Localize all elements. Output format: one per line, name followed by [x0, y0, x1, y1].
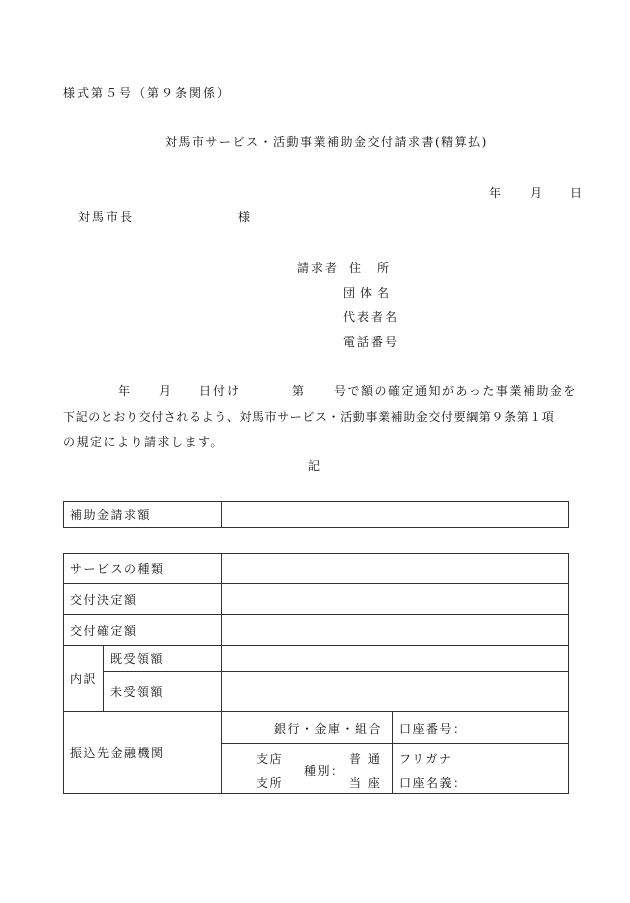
body-dated: 日付け: [199, 384, 242, 398]
requester-phone: 電話番号: [343, 335, 400, 349]
branch-label-1: 支店: [256, 752, 284, 766]
requester-rep-name: 代表者名: [343, 310, 400, 324]
branch-label-2: 支所: [256, 776, 284, 790]
requester-org-name: 団体名: [343, 286, 395, 300]
received-amount-value[interactable]: [222, 646, 569, 672]
account-name-label: 口座名義：: [399, 776, 467, 790]
addressee-name: 対馬市長: [78, 210, 135, 224]
furigana-label: フリガナ: [399, 752, 453, 766]
confirmed-amount-label: 交付確定額: [64, 615, 222, 646]
bank-details-cell: [222, 712, 569, 794]
account-kind-normal: 普 通: [349, 752, 382, 766]
body-month: 月: [159, 384, 172, 398]
account-kind-current: 当 座: [349, 776, 382, 790]
date-year: 年: [489, 186, 502, 200]
decided-amount-value[interactable]: [222, 584, 569, 615]
requester-label: 請求者: [297, 261, 340, 275]
date-month: 月: [530, 186, 543, 200]
body-year: 年: [118, 384, 131, 398]
bank-types: 銀行・金庫・組合: [274, 722, 383, 736]
body-line3: の規定により請求します。: [63, 435, 225, 449]
account-kind-label: 種別：: [304, 764, 345, 778]
unreceived-amount-label: 未受領額: [104, 672, 222, 712]
body-line2: 下記のとおり交付されるよう、対馬市サービス・活動事業補助金交付要綱第９条第１項: [63, 410, 555, 424]
claim-amount-value[interactable]: [222, 502, 569, 528]
body-number-prefix: 第: [292, 384, 305, 398]
bank-label: 振込先金融機関: [64, 712, 222, 794]
claim-table: [63, 501, 569, 528]
breakdown-label: 内訳: [64, 646, 104, 712]
account-number-label: 口座番号：: [399, 722, 467, 736]
claim-amount-label: 補助金請求額: [64, 502, 222, 528]
form-number: 様式第５号（第９条関係）: [63, 86, 232, 100]
confirmed-amount-value[interactable]: [222, 615, 569, 646]
details-table: [63, 553, 569, 794]
received-amount-label: 既受領額: [104, 646, 222, 672]
date-day: 日: [570, 186, 583, 200]
service-type-label: サービスの種類: [64, 554, 222, 584]
document-title: 対馬市サービス・活動事業補助金交付請求書(精算払): [165, 135, 488, 149]
body-line1: 号で額の確定通知があった事業補助金を: [334, 384, 577, 398]
unreceived-amount-value[interactable]: [222, 672, 569, 712]
service-type-value[interactable]: [222, 554, 569, 584]
requester-address: 住 所: [349, 261, 392, 275]
ki-label: 記: [308, 459, 321, 473]
decided-amount-label: 交付決定額: [64, 584, 222, 615]
addressee-honorific: 様: [238, 210, 251, 224]
